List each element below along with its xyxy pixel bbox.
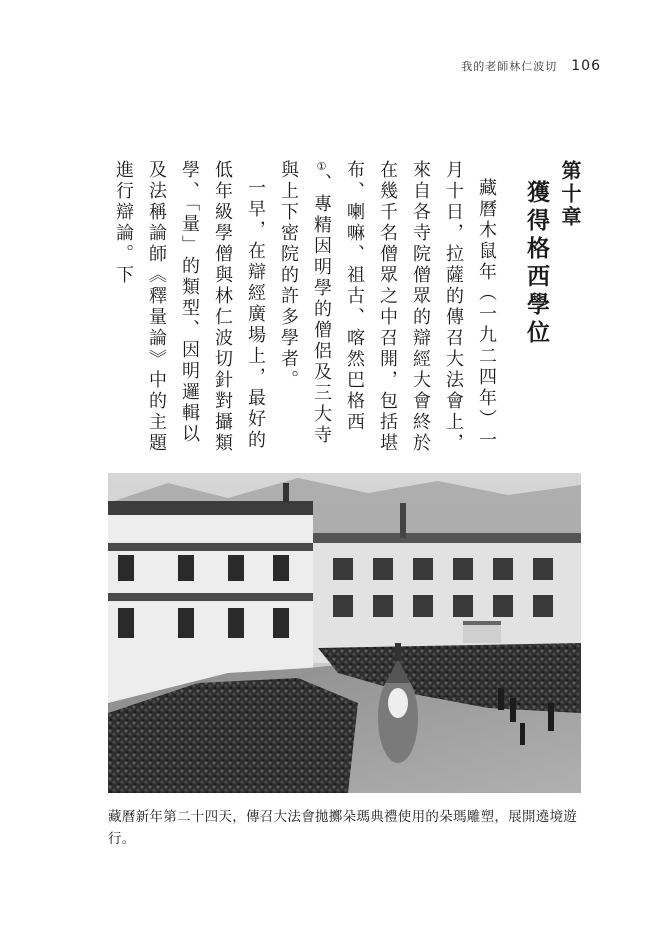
chapter-title: 獲得格西學位 xyxy=(523,180,549,348)
chapter-text-block xyxy=(93,160,585,460)
chapter-body xyxy=(107,160,503,460)
body-text: 藏曆木鼠年（一九二四年）一月十日，拉薩的傳召大法會上，來自各寺院僧眾的辯經大會終於在幾千名僧眾之中召開，包括堪布、喇嘛、祖古、喀然巴格西 xyxy=(344,160,497,454)
running-header xyxy=(461,58,601,74)
body-paragraph xyxy=(272,160,503,460)
book-title: 我的老師林仁波切 xyxy=(461,60,558,73)
figure-photo xyxy=(108,473,581,793)
body-text: 、專精因明學的僧侶及三大寺與上下密院的許多學者。 xyxy=(278,160,332,446)
footnote-marker[interactable]: ① xyxy=(315,160,328,173)
body-paragraph: 一早，在辯經廣場上，最好的低年級學僧與林仁波切針對攝類學、「量」的類型、因明邏輯以及法稱論師《釋量論》中的主題進行辯論。下 xyxy=(113,160,266,454)
page-number: 106 xyxy=(571,58,601,74)
figure-caption: 藏曆新年第二十四天，傳召大法會拋擲朵瑪典禮使用的朵瑪雕塑，展開遶境遊行。 xyxy=(108,809,578,847)
chapter-number: 第十章 xyxy=(558,160,582,229)
